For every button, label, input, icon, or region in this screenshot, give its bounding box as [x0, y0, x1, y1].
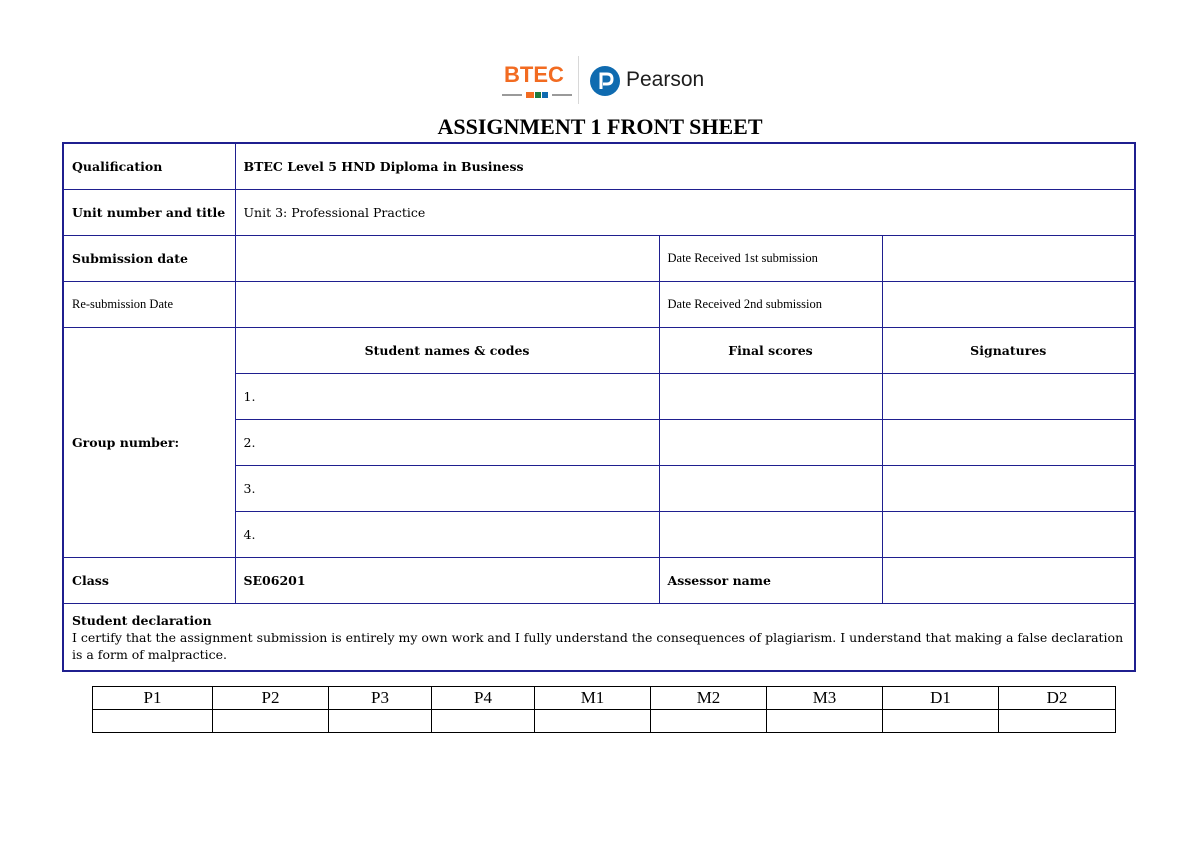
criteria-p4: P4	[432, 687, 535, 710]
received-second-field[interactable]	[882, 282, 1135, 328]
criteria-result-cell[interactable]	[999, 710, 1116, 733]
unit-row	[63, 190, 1135, 236]
criteria-result-cell[interactable]	[651, 710, 767, 733]
criteria-result-cell[interactable]	[883, 710, 999, 733]
final-scores-header: Final scores	[659, 328, 882, 374]
group-number-label: Group number:	[63, 328, 235, 558]
criteria-result-cell[interactable]	[329, 710, 432, 733]
criteria-result-cell[interactable]	[93, 710, 213, 733]
criteria-m2: M2	[651, 687, 767, 710]
student-name-field[interactable]: 4.	[235, 512, 659, 558]
pearson-icon	[590, 66, 620, 96]
declaration-text: I certify that the assignment submission is entirely my own work and I fully understand the consequences of plagiarism. I understand that making a false declaration is a form of malpractice.	[72, 629, 1124, 662]
received-second-label: Date Received 2nd submission	[659, 282, 882, 328]
signature-field[interactable]	[882, 374, 1135, 420]
submission-date-label: Submission date	[63, 236, 235, 282]
class-label: Class	[63, 558, 235, 604]
btec-logo-text: BTEC	[504, 62, 564, 87]
btec-tagline-mark	[502, 92, 572, 98]
student-names-header: Student names & codes	[235, 328, 659, 374]
criteria-d1: D1	[883, 687, 999, 710]
final-score-field[interactable]	[659, 512, 882, 558]
qualification-value: BTEC Level 5 HND Diploma in Business	[235, 143, 1135, 190]
logo-banner	[494, 54, 708, 106]
criteria-m1: M1	[535, 687, 651, 710]
page-title: ASSIGNMENT 1 FRONT SHEET	[437, 114, 763, 139]
assessor-name-label: Assessor name	[659, 558, 882, 604]
signature-field[interactable]	[882, 466, 1135, 512]
qualification-label: Qualification	[63, 143, 235, 190]
criteria-result-cell[interactable]	[535, 710, 651, 733]
unit-value: Unit 3: Professional Practice	[235, 190, 1135, 236]
final-score-field[interactable]	[659, 420, 882, 466]
criteria-m3: M3	[767, 687, 883, 710]
logo-divider	[578, 56, 579, 104]
assessor-name-field[interactable]	[882, 558, 1135, 604]
student-declaration	[63, 604, 1135, 672]
resubmission-row	[63, 282, 1135, 328]
submission-date-field[interactable]	[235, 236, 659, 282]
class-value: SE06201	[235, 558, 659, 604]
resubmission-date-label: Re-submission Date	[63, 282, 235, 328]
btec-logo	[498, 58, 570, 102]
grading-criteria-table	[92, 686, 1116, 733]
signatures-header: Signatures	[882, 328, 1135, 374]
criteria-p1: P1	[93, 687, 213, 710]
received-first-label: Date Received 1st submission	[659, 236, 882, 282]
criteria-result-cell[interactable]	[213, 710, 329, 733]
final-score-field[interactable]	[659, 374, 882, 420]
criteria-p2: P2	[213, 687, 329, 710]
group-header-row	[63, 328, 1135, 374]
submission-row	[63, 236, 1135, 282]
front-sheet-table	[62, 142, 1136, 672]
student-name-field[interactable]: 3.	[235, 466, 659, 512]
criteria-p3: P3	[329, 687, 432, 710]
declaration-heading: Student declaration	[72, 612, 212, 628]
student-name-field[interactable]: 2.	[235, 420, 659, 466]
criteria-d2: D2	[999, 687, 1116, 710]
final-score-field[interactable]	[659, 466, 882, 512]
unit-label: Unit number and title	[63, 190, 235, 236]
criteria-result-cell[interactable]	[767, 710, 883, 733]
criteria-result-row	[93, 710, 1116, 733]
qualification-row	[63, 143, 1135, 190]
signature-field[interactable]	[882, 512, 1135, 558]
criteria-result-cell[interactable]	[432, 710, 535, 733]
received-first-field[interactable]	[882, 236, 1135, 282]
class-row	[63, 558, 1135, 604]
student-name-field[interactable]: 1.	[235, 374, 659, 420]
pearson-logo-text: Pearson	[626, 68, 705, 91]
declaration-row	[63, 604, 1135, 672]
signature-field[interactable]	[882, 420, 1135, 466]
resubmission-date-field[interactable]	[235, 282, 659, 328]
criteria-header-row	[93, 687, 1116, 710]
